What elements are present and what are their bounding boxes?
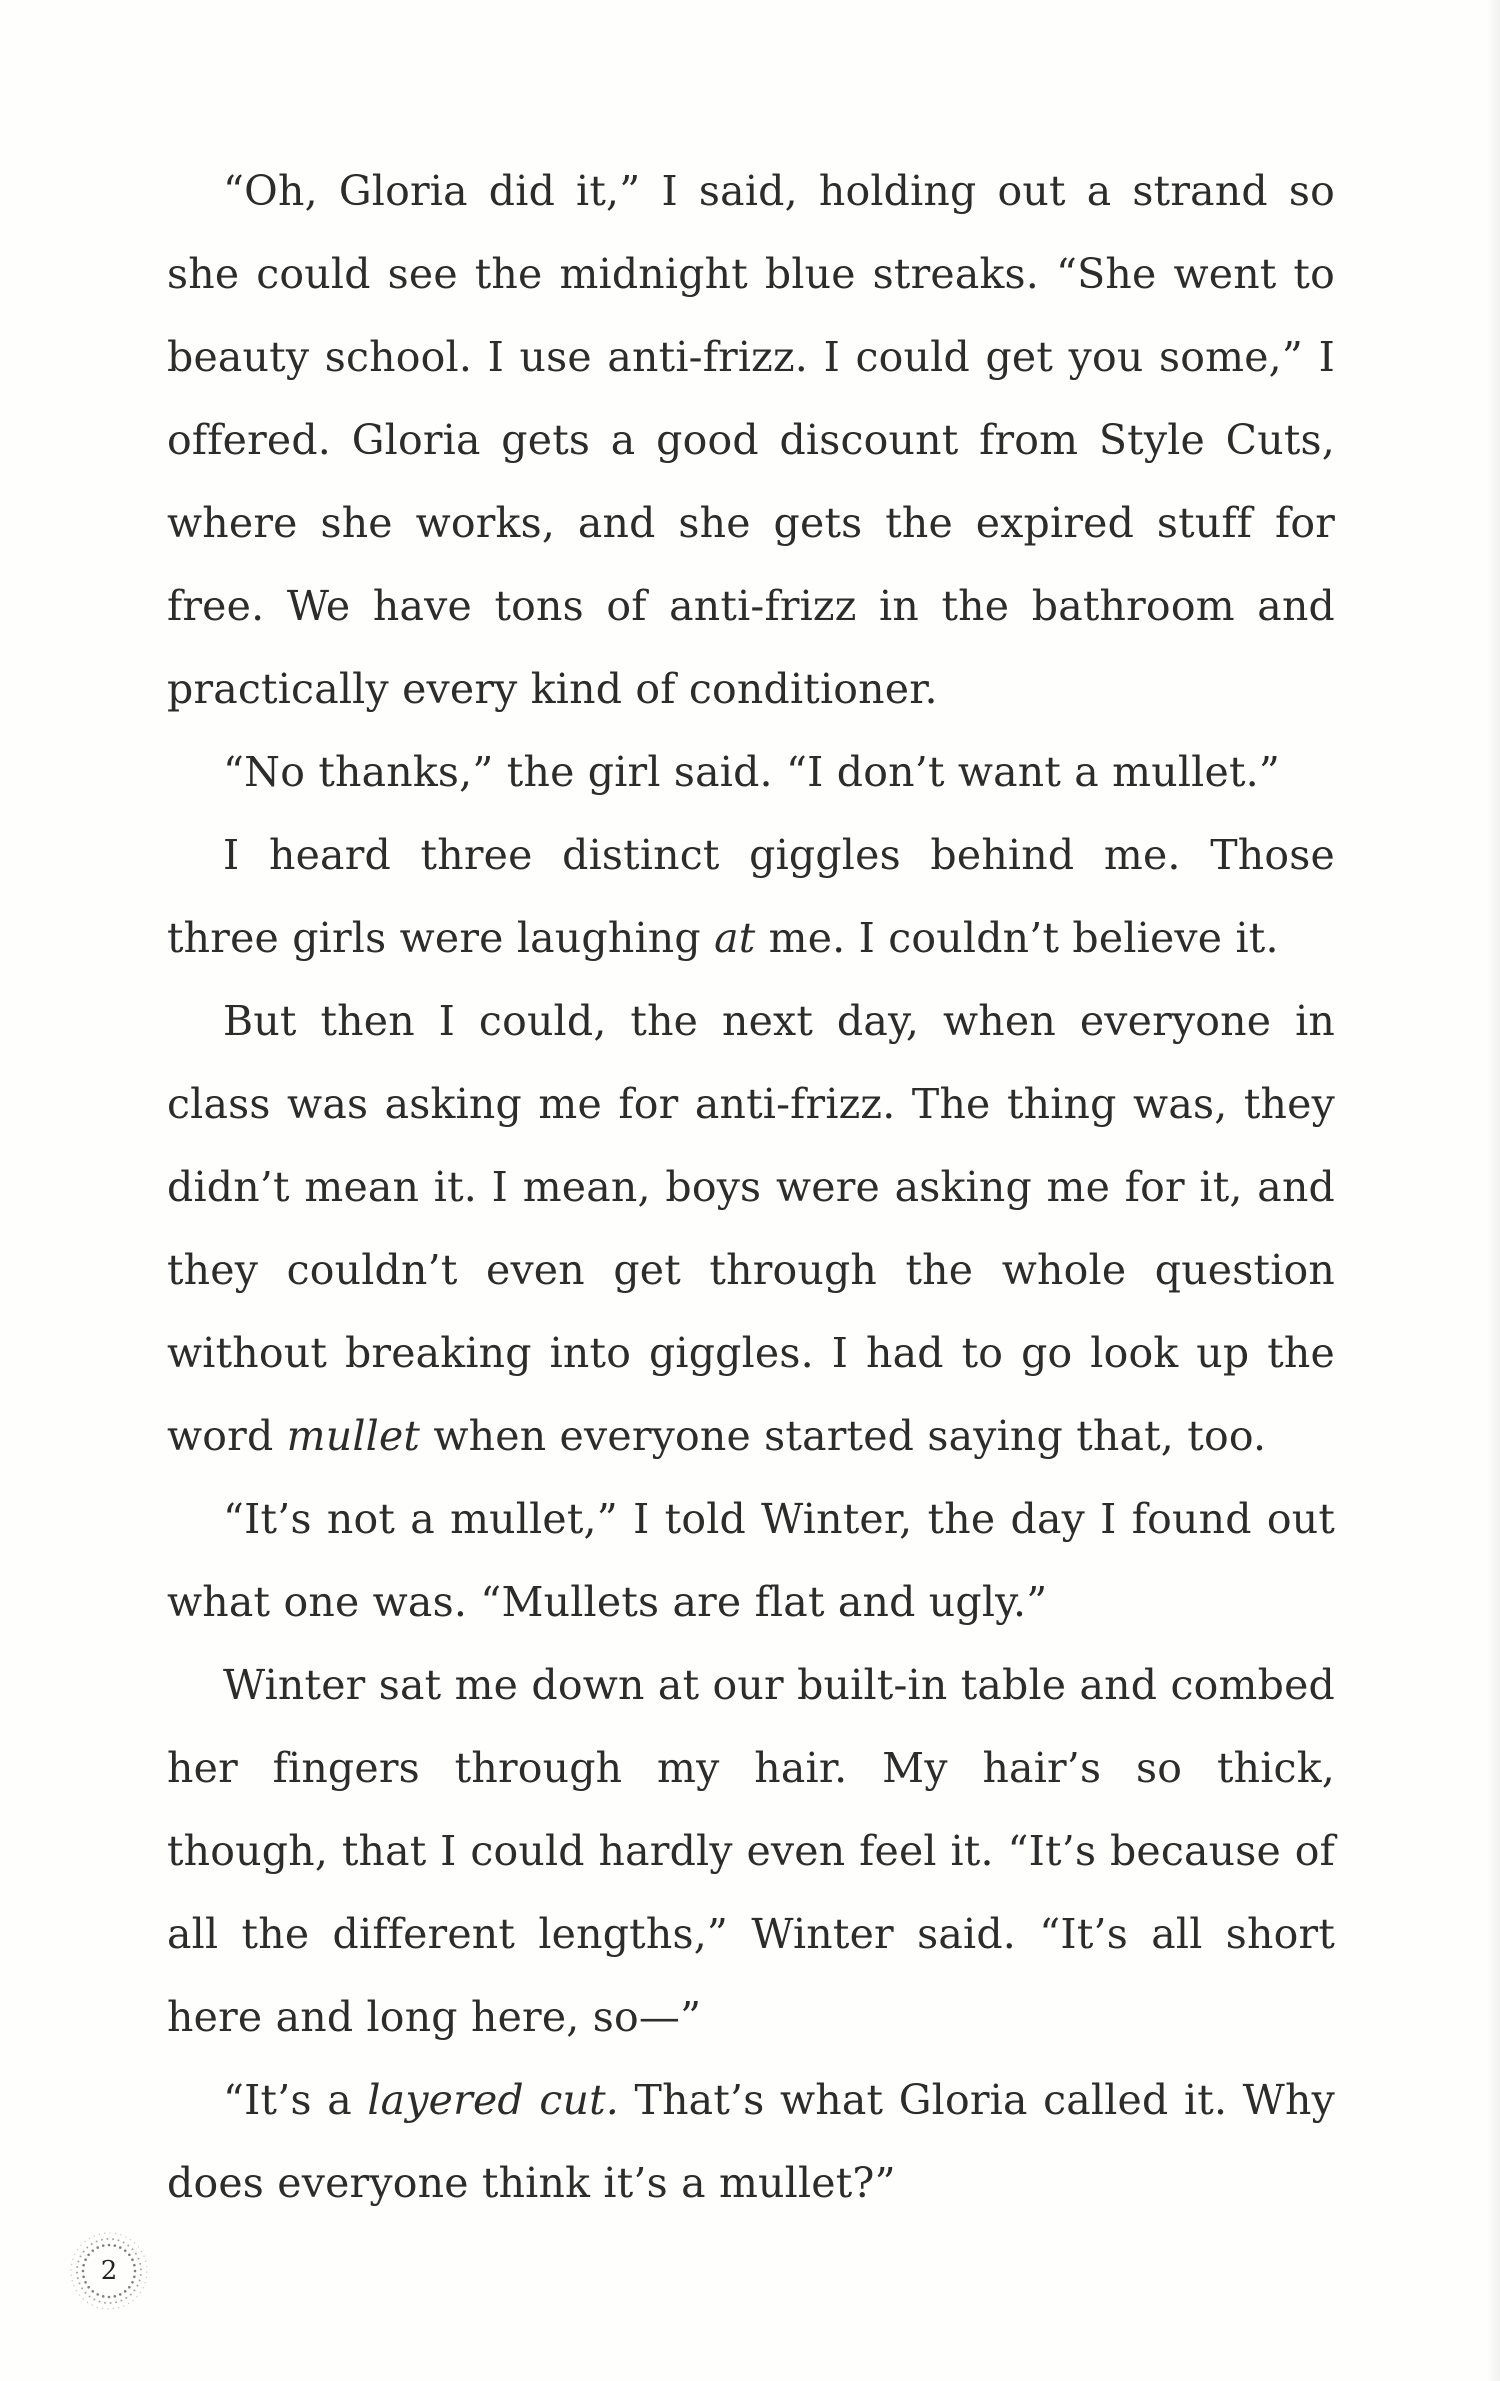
text-run: I heard three distinct giggles behind me. Those three girls were laughing [167,831,1335,962]
paragraph [167,2059,1335,2225]
text-run: “It’s a [223,2076,368,2124]
italic-text: layered cut. [367,2076,620,2124]
paragraph [167,731,1335,814]
page-number: 2 [100,2256,118,2286]
text-run: “No thanks,” the girl said. “I don’t want a mullet.” [223,748,1281,796]
paragraph [167,814,1335,980]
paragraph [167,150,1335,731]
paragraph [167,980,1335,1478]
page-number-badge [66,2228,152,2314]
italic-text: at [714,914,756,962]
body-text [167,150,1335,2225]
text-run: “It’s not a mullet,” I told Winter, the day I found out what one was. “Mullets are flat and ugly.” [167,1495,1335,1626]
text-run: But then I could, the next day, when everyone in class was asking me for anti-frizz. The thing was, they didn’t mean it. I mean, boys were asking me for it, and they couldn’t even get through the whole question without breaking into giggles. I had to go look up the word [167,997,1335,1460]
text-run: “Oh, Gloria did it,” I said, holding out a strand so she could see the midnight blue streaks. “She went to beauty school. I use anti-frizz. I could get you some,” I offered. Gloria gets a good discount from Style Cuts, where she works, and she gets the expired stuff for free. We have tons of anti-frizz in the bathroom and practically every kind of conditioner. [167,167,1335,713]
paragraph [167,1644,1335,2059]
italic-text: mullet [286,1412,421,1460]
text-run: Winter sat me down at our built-in table and combed her fingers through my hair. My hair’s so thick, though, that I could hardly even feel it. “It’s because of all the different lengths,” Winter said. “It’s all short here and long here, so—” [167,1661,1335,2041]
text-run: me. I couldn’t believe it. [755,914,1279,962]
page-edge-shadow [1486,0,1500,2381]
text-run: That’s what Gloria called it. Why does everyone think it’s a mullet?” [167,2076,1335,2207]
paragraph [167,1478,1335,1644]
text-run: when everyone started saying that, too. [420,1412,1267,1460]
